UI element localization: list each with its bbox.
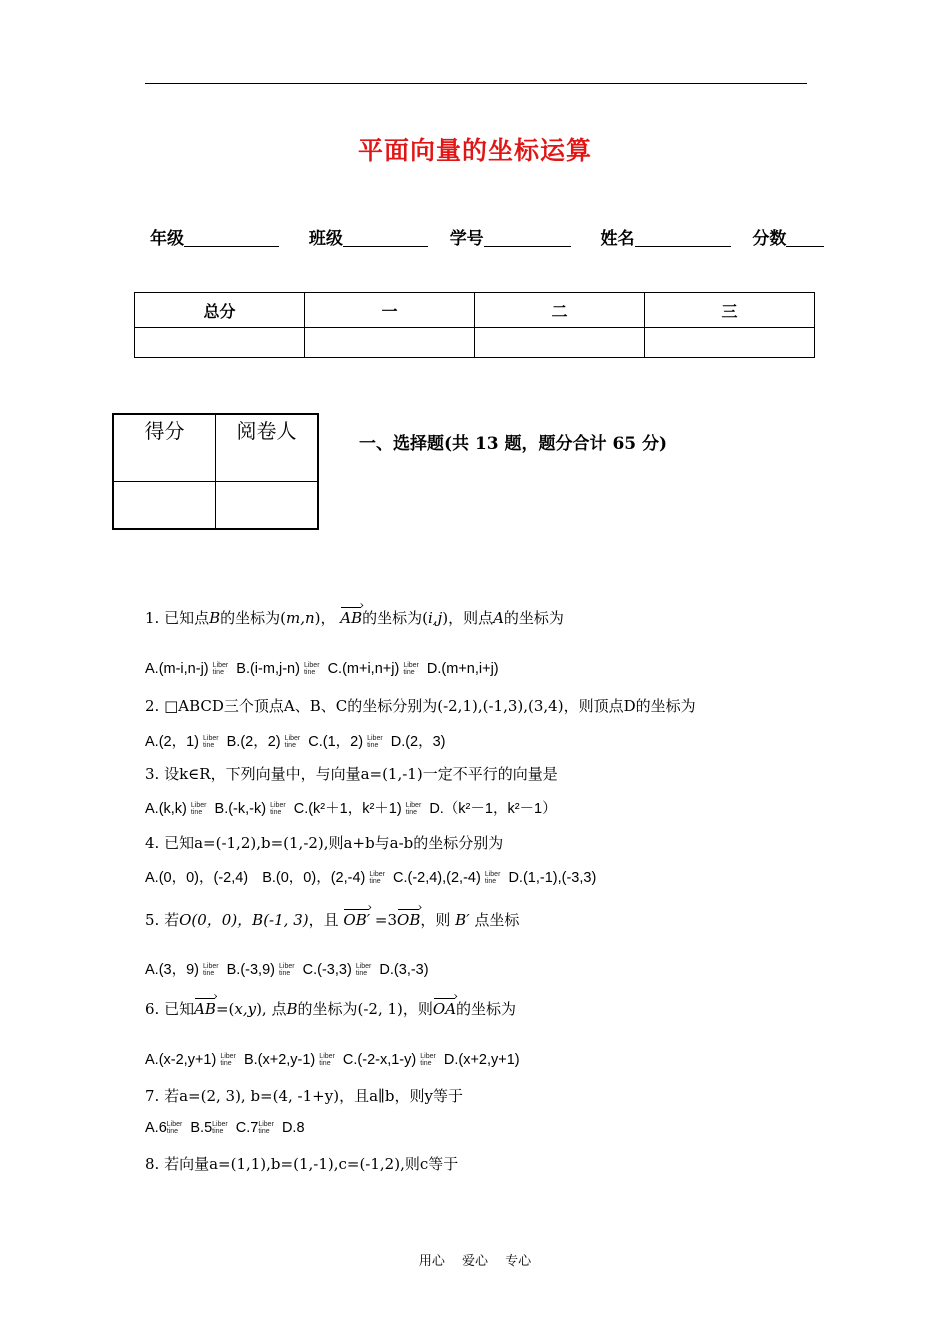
- class-label: 班级: [308, 229, 343, 249]
- grade-blank: [184, 228, 279, 247]
- q6-text: =(: [215, 1000, 235, 1018]
- q1-text: 的坐标为: [503, 609, 564, 627]
- grader-cell-reviewer: [216, 482, 319, 530]
- score-cell-2: [475, 328, 645, 358]
- score-blank: [786, 228, 824, 247]
- libertine-marker: Liber tine: [369, 871, 385, 886]
- score-header-1: 一: [305, 293, 475, 328]
- q4-option-c[interactable]: C.(-2,4),(2,-4): [392, 870, 481, 886]
- q1-text: )，: [314, 609, 336, 627]
- score-label: 分数: [752, 229, 787, 249]
- q5-text: ，则: [420, 911, 451, 929]
- q6-option-c[interactable]: C.(-2-x,1-y): [342, 1052, 417, 1068]
- q1-text: 1. 已知点: [145, 609, 210, 627]
- question-3-options: [145, 797, 557, 818]
- question-1: [145, 607, 564, 628]
- score-cell-1: [305, 328, 475, 358]
- q3-option-a[interactable]: A.(k,k): [145, 801, 187, 817]
- q1-option-a[interactable]: A.(m-i,n-j): [145, 661, 209, 677]
- question-7: 7. 若a=(2, 3), b=(4, -1+y)，且a∥b，则y等于: [145, 1087, 464, 1105]
- q5-option-b[interactable]: B.(-3,9): [226, 962, 275, 978]
- vector-ob-prime: OB′ ›: [343, 909, 370, 929]
- question-2: 2. □ABCD三个顶点A、B、C的坐标分别为(-2,1),(-1,3),(3,4)，则顶点D的坐标为: [145, 697, 696, 715]
- header-rule: [145, 83, 807, 84]
- q6-option-d[interactable]: D.(x+2,y+1): [443, 1052, 520, 1068]
- page-footer: 用心 爱心 专心: [418, 1254, 532, 1269]
- q1-var: i,j: [428, 609, 443, 627]
- q3-option-d[interactable]: D.（k²－1，k²－1）: [429, 801, 557, 817]
- libertine-marker: Liber tine: [367, 735, 383, 750]
- name-label: 姓名: [600, 229, 635, 249]
- libertine-marker: Liber tine: [212, 662, 229, 677]
- vector-ab: AB ›: [340, 607, 362, 627]
- libertine-marker: Liber tine: [166, 1121, 183, 1136]
- vector-ab: AB ›: [194, 998, 216, 1018]
- q5-text: =3: [374, 911, 398, 929]
- score-header-3: 三: [645, 293, 815, 328]
- q6-option-a[interactable]: A.(x-2,y+1): [145, 1052, 217, 1068]
- class-blank: [343, 228, 428, 247]
- libertine-marker: Liber tine: [484, 871, 501, 886]
- q5-option-a[interactable]: A.(3，9): [145, 962, 199, 978]
- libertine-marker: Liber tine: [203, 963, 219, 978]
- q5-point: B′: [455, 911, 470, 929]
- q7-option-a[interactable]: A.6: [145, 1120, 167, 1136]
- grader-table: [112, 413, 319, 530]
- vector-oa: OA ›: [433, 998, 456, 1018]
- grade-label: 年级: [150, 229, 184, 249]
- q6-text: ), 点: [256, 1000, 287, 1018]
- q5-option-c[interactable]: C.(-3,3): [302, 962, 352, 978]
- q5-option-d[interactable]: D.(3,-3): [379, 962, 429, 978]
- q7-option-d[interactable]: D.8: [281, 1120, 305, 1136]
- q3-option-c[interactable]: C.(k²＋1，k²＋1): [293, 801, 402, 817]
- libertine-marker: Liber tine: [212, 1121, 228, 1136]
- libertine-marker: Liber tine: [303, 662, 320, 677]
- question-2-options: [145, 730, 446, 751]
- q6-option-b[interactable]: B.(x+2,y-1): [243, 1052, 316, 1068]
- q6-text: 的坐标为(-2, 1)，则: [297, 1000, 433, 1018]
- q7-option-b[interactable]: B.5: [190, 1120, 213, 1136]
- page-title: 平面向量的坐标运算: [357, 136, 592, 165]
- q5-text: 5. 若: [145, 911, 180, 929]
- section-title: 一、选择题(共 13 题，题分合计 65 分): [359, 434, 668, 454]
- score-table: [134, 292, 815, 358]
- q2-option-b[interactable]: B.(2，2): [226, 734, 281, 750]
- student-info-line: [150, 224, 824, 249]
- q6-point: B: [286, 1000, 298, 1018]
- q1-option-c[interactable]: C.(m+i,n+j): [327, 661, 400, 677]
- q1-text: )，则点: [442, 609, 494, 627]
- q4-option-a[interactable]: A.(0，0)，(-2,4): [145, 870, 249, 886]
- libertine-marker: Liber tine: [270, 802, 286, 817]
- libertine-marker: Liber tine: [190, 802, 207, 817]
- question-1-options: [145, 661, 499, 677]
- libertine-marker: Liber tine: [203, 735, 219, 750]
- libertine-marker: Liber tine: [319, 1053, 335, 1068]
- student-id-label: 学号: [449, 229, 484, 249]
- name-blank: [635, 228, 731, 247]
- question-6: [145, 998, 516, 1019]
- q1-text: 的坐标为(: [220, 609, 286, 627]
- grader-header-reviewer: 阅卷人: [216, 414, 319, 482]
- q1-text: 的坐标为(: [362, 609, 428, 627]
- question-7-options: [145, 1120, 305, 1136]
- question-4-options: [145, 866, 596, 887]
- q2-option-c[interactable]: C.(1，2): [308, 734, 364, 750]
- grader-cell-score: [113, 482, 216, 530]
- libertine-marker: Liber tine: [420, 1053, 436, 1068]
- q6-text: 的坐标为: [456, 1000, 517, 1018]
- question-5-options: [145, 958, 429, 979]
- score-header-total: 总分: [135, 293, 305, 328]
- q5-text: ，且: [308, 911, 339, 929]
- libertine-marker: Liber tine: [258, 1121, 274, 1136]
- libertine-marker: Liber tine: [403, 662, 419, 677]
- q7-option-c[interactable]: C.7: [235, 1120, 259, 1136]
- q2-option-d[interactable]: D.(2，3): [390, 734, 446, 750]
- question-3: 3. 设k∈R，下列向量中，与向量a=(1,-1)一定不平行的向量是: [145, 765, 558, 783]
- grader-header-score: 得分: [113, 414, 216, 482]
- libertine-marker: Liber tine: [355, 963, 372, 978]
- question-4: 4. 已知a=(-1,2),b=(1,-2),则a+b与a-b的坐标分别为: [145, 834, 504, 852]
- q1-var: m,n: [285, 609, 315, 627]
- q1-point: A: [493, 609, 504, 627]
- libertine-marker: Liber tine: [405, 802, 422, 817]
- question-8: 8. 若向量a=(1,1),b=(1,-1),c=(-1,2),则c等于: [145, 1155, 459, 1173]
- q3-option-b[interactable]: B.(-k,-k): [214, 801, 267, 817]
- q1-point: B: [209, 609, 221, 627]
- score-header-2: 二: [475, 293, 645, 328]
- vector-ob: OB ›: [397, 909, 420, 929]
- q6-text: 6. 已知: [145, 1000, 195, 1018]
- score-cell-3: [645, 328, 815, 358]
- q4-option-d[interactable]: D.(1,-1),(-3,3): [508, 870, 597, 886]
- score-cell-total: [135, 328, 305, 358]
- q2-option-a[interactable]: A.(2，1): [145, 734, 199, 750]
- q6-var: x,y: [234, 1000, 257, 1018]
- libertine-marker: Liber tine: [279, 963, 295, 978]
- q5-text: 点坐标: [474, 911, 520, 929]
- q1-option-b[interactable]: B.(i-m,j-n): [236, 661, 300, 677]
- q1-option-d[interactable]: D.(m+n,i+j): [426, 661, 499, 677]
- q5-points: O(0，0)，B(-1, 3): [179, 911, 309, 929]
- q4-option-b[interactable]: B.(0，0)，(2,-4): [262, 870, 366, 886]
- libertine-marker: Liber tine: [284, 735, 301, 750]
- student-id-blank: [484, 228, 571, 247]
- libertine-marker: Liber tine: [220, 1053, 236, 1068]
- question-5: [145, 909, 519, 930]
- question-6-options: [145, 1052, 520, 1068]
